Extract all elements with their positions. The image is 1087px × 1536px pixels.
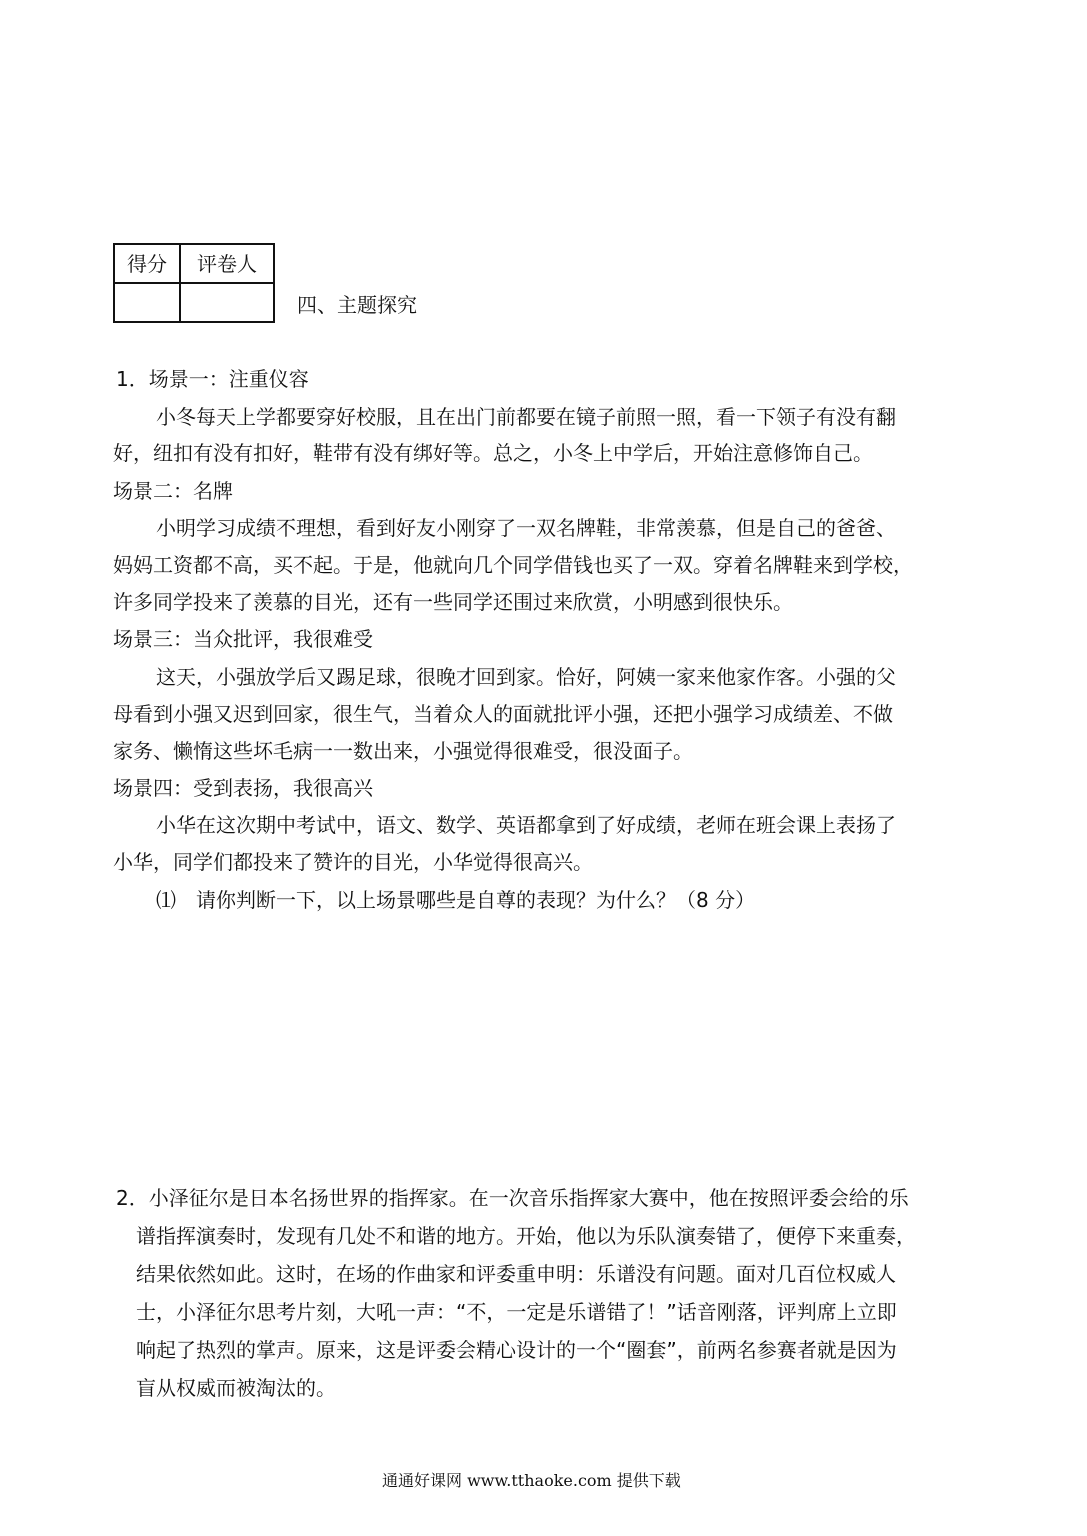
question-2-line: 盲从权威而被淘汰的。 <box>136 1376 336 1400</box>
scene3-title: 场景三：当众批评，我很难受 <box>113 627 373 651</box>
scene2-line: 小明学习成绩不理想，看到好友小刚穿了一双名牌鞋，非常羡慕，但是自己的爸爸、 <box>156 516 896 540</box>
scene2-title: 场景二：名牌 <box>113 479 233 503</box>
question-1-heading: 1．场景一：注重仪容 <box>116 367 309 391</box>
question-2-line: 2．小泽征尔是日本名扬世界的指挥家。在一次音乐指挥家大赛中，他在按照评委会给的乐 <box>116 1186 909 1210</box>
question-2-line: 结果依然如此。这时，在场的作曲家和评委重申明：乐谱没有问题。面对几百位权威人 <box>136 1262 896 1286</box>
scene1-line: 小冬每天上学都要穿好校服，且在出门前都要在镜子前照一照，看一下领子有没有翻 <box>156 405 896 429</box>
grader-cell <box>180 283 274 322</box>
score-cell <box>114 283 180 322</box>
section-title: 四、主题探究 <box>297 293 417 317</box>
scene4-title: 场景四：受到表扬，我很高兴 <box>113 776 373 800</box>
grader-header: 评卷人 <box>180 244 274 283</box>
scene3-line: 家务、懒惰这些坏毛病一一数出来，小强觉得很难受，很没面子。 <box>113 739 693 763</box>
question-2-line: 响起了热烈的掌声。原来，这是评委会精心设计的一个“圈套”，前两名参赛者就是因为 <box>136 1338 897 1362</box>
question-2-line: 士，小泽征尔思考片刻，大吼一声：“不，一定是乐谱错了！”话音刚落，评判席上立即 <box>136 1300 897 1324</box>
scene4-line: 小华在这次期中考试中，语文、数学、英语都拿到了好成绩，老师在班会课上表扬了 <box>156 813 896 837</box>
scene3-line: 这天，小强放学后又踢足球，很晚才回到家。恰好，阿姨一家来他家作客。小强的父 <box>156 665 896 689</box>
scene3-line: 母看到小强又迟到回家，很生气，当着众人的面就批评小强，还把小强学习成绩差、不做 <box>113 702 893 726</box>
footer-source: 通通好课网 www.tthaoke.com 提供下载 <box>382 1471 681 1490</box>
scene2-line: 妈妈工资都不高，买不起。于是，他就向几个同学借钱也买了一双。穿着名牌鞋来到学校， <box>113 553 913 577</box>
question-2-line: 谱指挥演奏时，发现有几处不和谐的地方。开始，他以为乐队演奏错了，便停下来重奏， <box>136 1224 916 1248</box>
score-header: 得分 <box>114 244 180 283</box>
scene2-line: 许多同学投来了羡慕的目光，还有一些同学还围过来欣赏，小明感到很快乐。 <box>113 590 793 614</box>
scene1-line: 好，纽扣有没有扣好，鞋带有没有绑好等。总之，小冬上中学后，开始注意修饰自己。 <box>113 441 873 465</box>
sub-question-1: ⑴ 请你判断一下，以上场景哪些是自尊的表现？为什么？（8 分） <box>156 888 756 912</box>
scene4-line: 小华，同学们都投来了赞许的目光，小华觉得很高兴。 <box>113 850 593 874</box>
score-table <box>113 243 275 323</box>
